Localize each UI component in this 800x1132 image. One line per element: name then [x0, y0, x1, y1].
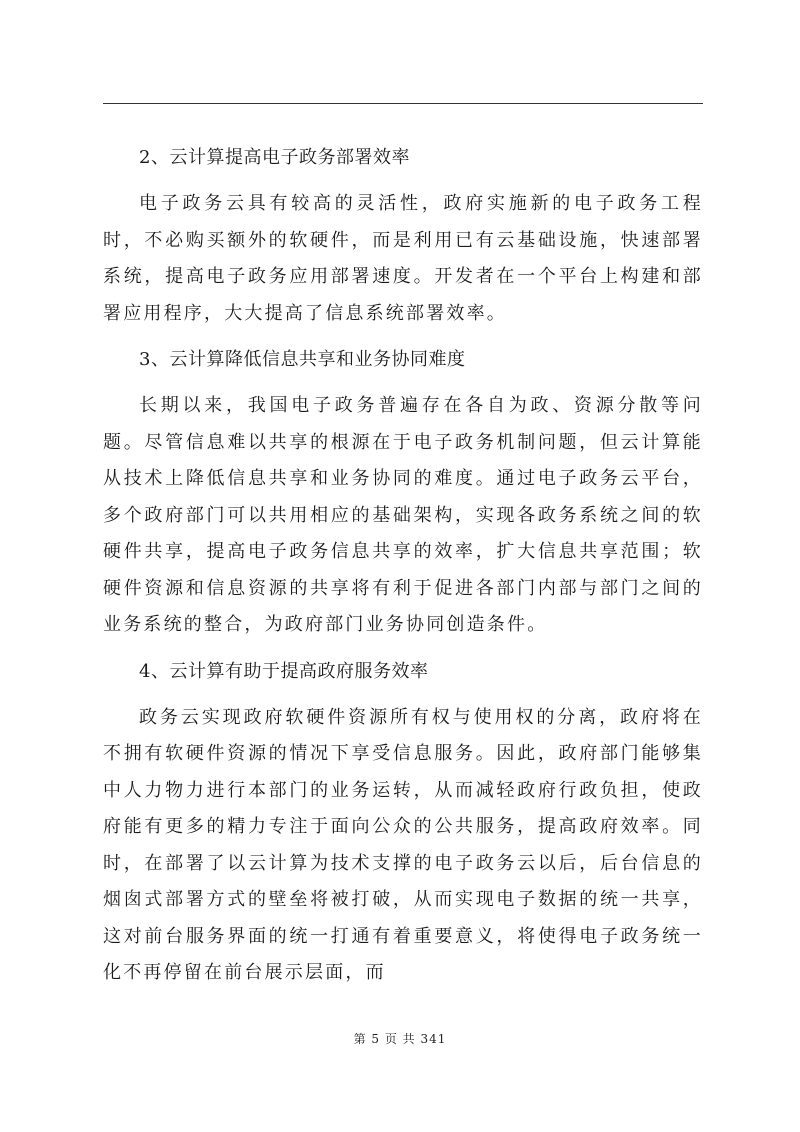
- section-paragraph-4: 政务云实现政府软硬件资源所有权与使用权的分离，政府将在不拥有软硬件资源的情况下享受信息服务。因此，政府部门能够集中人力物力进行本部门的业务运转，从而减轻政府行政负担，使政府能有更多的精力专注于面向公众的公共服务，提高政府效率。同时，在部署了以云计算为技术支撑的电子政务云以后，后台信息的烟囱式部署方式的壁垒将被打破，从而实现电子数据的统一共享，这对前台服务界面的统一打通有着重要意义，将使得电子政务统一化不再停留在前台展示层面，而: [103, 706, 703, 983]
- section-paragraph-2: 电子政务云具有较高的灵活性，政府实施新的电子政务工程时，不必购买额外的软硬件，而是利用已有云基础设施，快速部署系统，提高电子政务应用部署速度。开发者在一个平台上构建和部署应用程序，大大提高了信息系统部署效率。: [103, 193, 703, 324]
- document-body: [103, 142, 703, 1004]
- section-heading-2: 2、云计算提高电子政务部署效率: [139, 147, 410, 168]
- section-heading-3: 3、云计算降低信息共享和业务协同难度: [139, 349, 466, 370]
- section-heading-4: 4、云计算有助于提高政府服务效率: [139, 660, 429, 682]
- header-rule: [103, 103, 703, 104]
- page-number-footer: 第 5 页 共 341: [353, 1032, 447, 1046]
- section-paragraph-3: 长期以来，我国电子政务普遍存在各自为政、资源分散等问题。尽管信息难以共享的根源在于电子政务机制问题，但云计算能从技术上降低信息共享和业务协同的难度。通过电子政务云平台，多个政府部门可以共用相应的基础架构，实现各政务系统之间的软硬件共享，提高电子政务信息共享的效率，扩大信息共享范围；软硬件资源和信息资源的共享将有利于促进各部门内部与部门之间的业务系统的整合，为政府部门业务协同创造条件。: [103, 395, 703, 635]
